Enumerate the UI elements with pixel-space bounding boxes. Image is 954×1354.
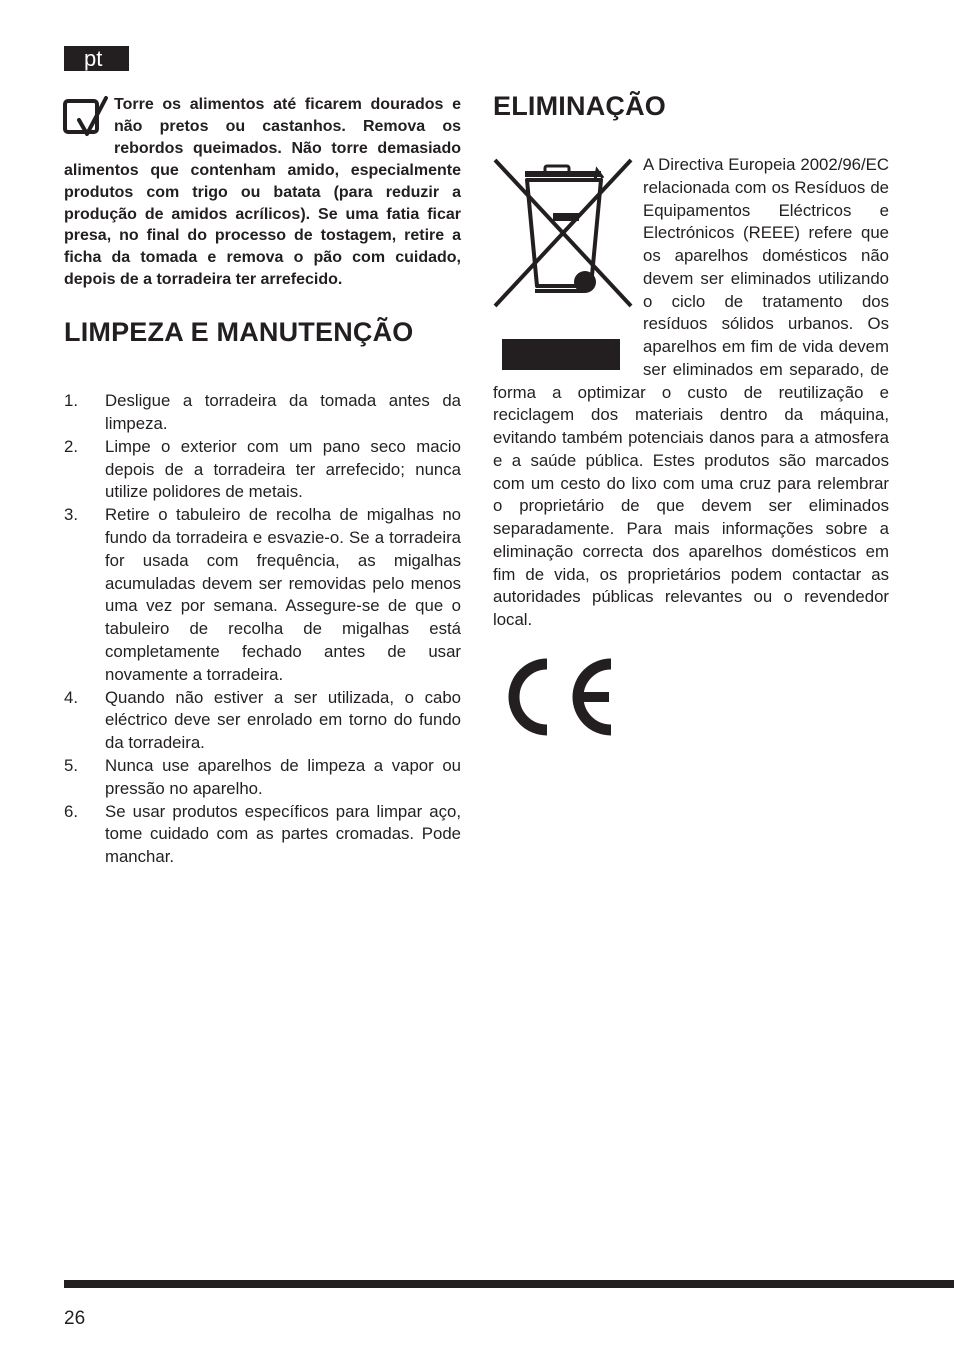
checkbox-check-icon: [62, 96, 112, 138]
weee-underline-bar: [502, 339, 620, 370]
disposal-section: [493, 154, 889, 632]
language-tag: [64, 46, 129, 71]
step-text: Desligue a torradeira da tomada antes da limpeza.: [105, 391, 461, 433]
step-number: 1.: [64, 391, 78, 411]
disposal-title: ELIMINAÇÃO: [493, 91, 666, 121]
list-item: [64, 390, 461, 436]
list-item: [64, 755, 461, 801]
list-item: [64, 436, 461, 504]
right-column: [493, 90, 889, 740]
list-item: [64, 687, 461, 755]
left-column: [64, 94, 461, 869]
tip-text: Torre os alimentos até ficarem dourados e não pretos ou castanhos. Remova os rebordos queimados. Não torre demasiado alimentos que contenham amido, especialmente produtos com trigo ou batata (para reduzir a produção de amidos acrílicos). Se uma fatia ficar presa, no final do processo de tostagem, retire a ficha da tomada e remova o pão com cuidado, depois de a torradeira ter arrefecido.: [64, 96, 461, 289]
cleaning-title: LIMPEZA E MANUTENÇÃO: [64, 317, 414, 348]
disposal-text: A Directiva Europeia 2002/96/EC relacionada com os Resíduos de Equipamentos Eléctricos e Electrónicos (REEE) refere que os aparelhos domésticos não devem ser eliminados utilizando o ciclo de tratamento dos resíduos sólidos urbanos. Os aparelhos em fim de vida devem ser eliminados em separado, de forma a optimizar o custo de reutilização e reciclagem dos materiais dentro da máquina, evitando também potenciais danos para a atmosfera e a saúde pública. Estes produtos são marcados com um cesto do lixo com uma cruz para relembrar o proprietário de que devem ser eliminados separadamente. Para mais informações sobre a eliminação correcta dos aparelhos domésticos em fim de vida, os proprietários podem contactar as autoridades públicas relevantes ou o revendedor local.: [493, 155, 889, 629]
language-code: pt: [84, 46, 103, 71]
crossed-out-wheelie-bin-icon: [493, 158, 633, 308]
ce-mark-icon: [499, 654, 617, 740]
step-number: 5.: [64, 755, 78, 775]
step-text: Retire o tabuleiro de recolha de migalhas no fundo da torradeira e esvazie-o. Se a torradeira for usada com frequência, as migalhas acumuladas devem ser removidas pelo menos uma vez por semana. Assegure-se de que o tabuleiro de recolha de migalhas está completamente fechado antes de usar novamente a torradeira.: [105, 505, 461, 684]
tip-note: [64, 94, 461, 291]
step-number: 2.: [64, 436, 78, 456]
step-text: Limpe o exterior com um pano seco macio depois de a torradeira ter arrefecido; nunca utilize polidores de metais.: [105, 436, 461, 502]
step-text: Se usar produtos específicos para limpar aço, tome cuidado com as partes cromadas. Pode manchar.: [105, 801, 461, 867]
footer-rule: [64, 1280, 954, 1288]
cleaning-steps: [64, 390, 461, 869]
list-item: [64, 504, 461, 686]
step-number: 3.: [64, 505, 78, 525]
step-text: Quando não estiver a ser utilizada, o cabo eléctrico deve ser enrolado em torno do fundo da torradeira.: [105, 687, 461, 753]
step-number: 4.: [64, 687, 78, 707]
step-number: 6.: [64, 801, 78, 821]
weee-symbol: [493, 158, 633, 370]
list-item: [64, 801, 461, 869]
page-number: 26: [64, 1308, 86, 1329]
step-text: Nunca use aparelhos de limpeza a vapor ou pressão no aparelho.: [105, 755, 461, 798]
